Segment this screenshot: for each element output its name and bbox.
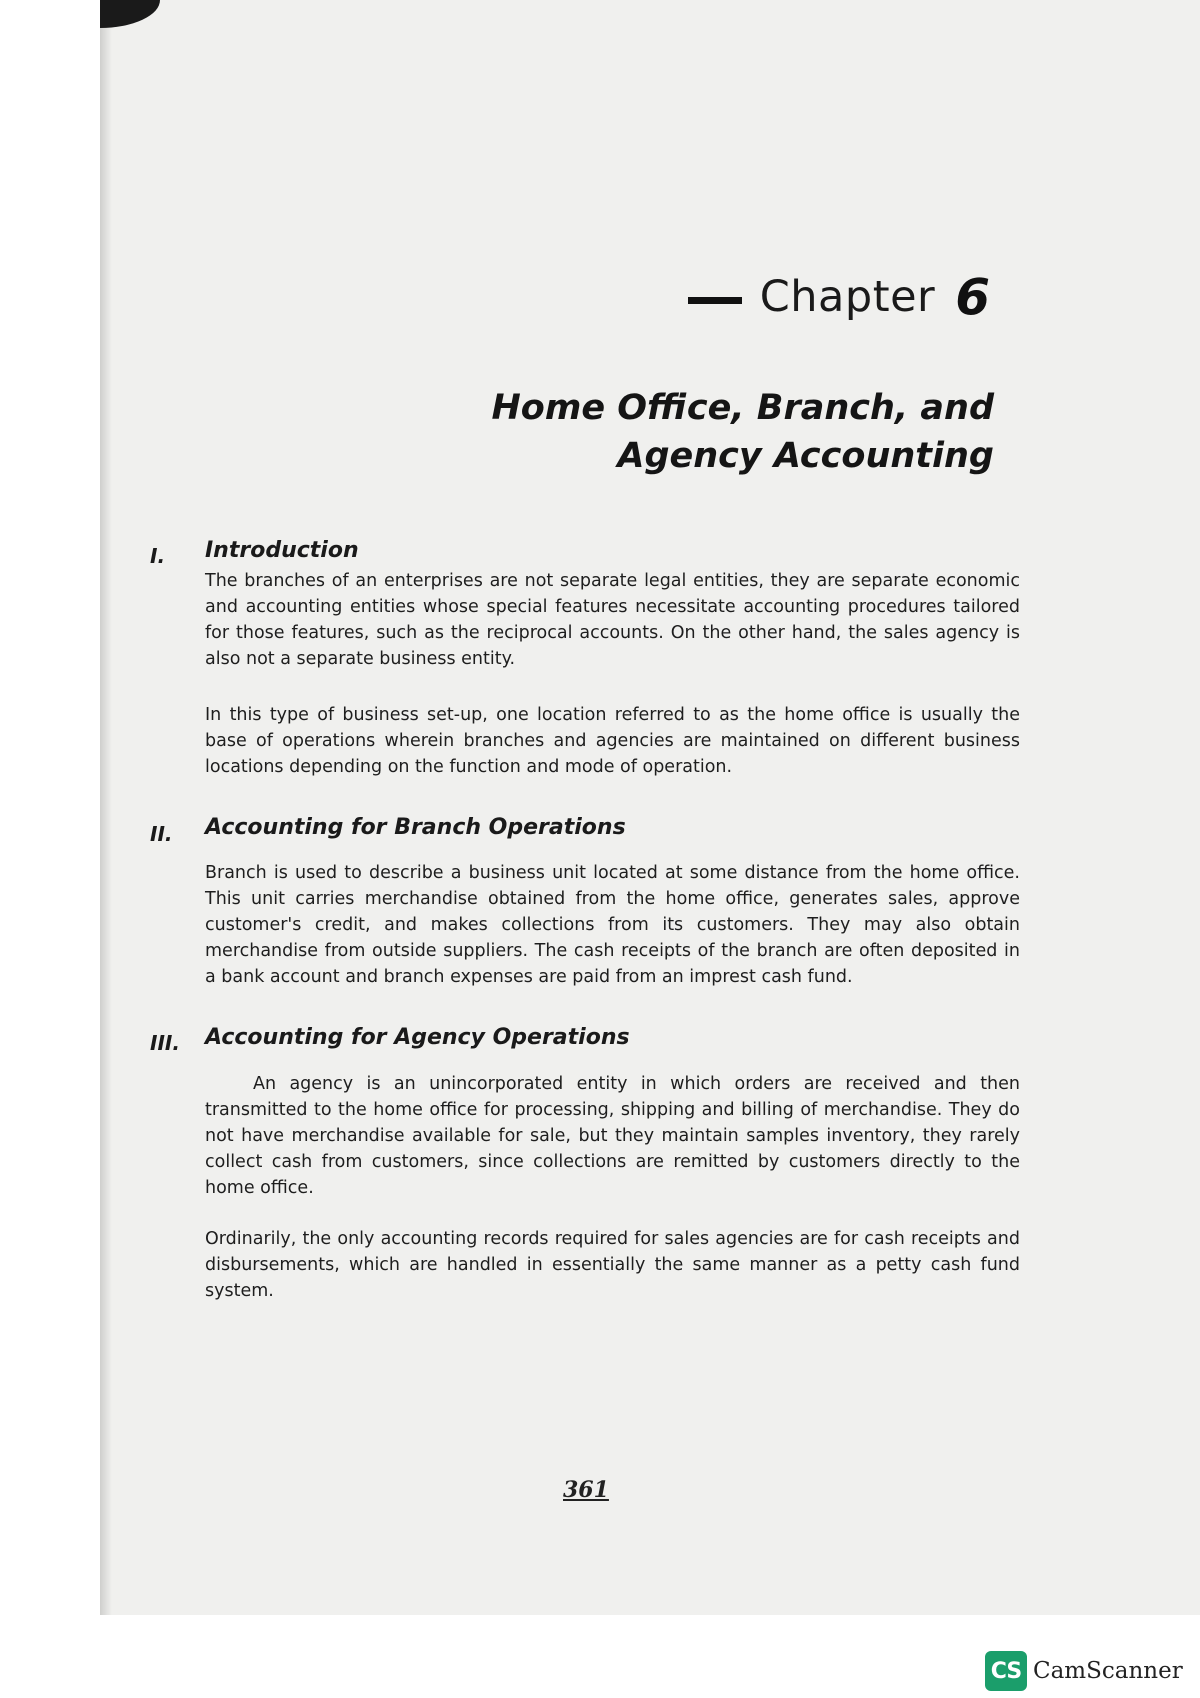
section-2-numeral: II. <box>150 822 173 846</box>
chapter-heading <box>688 268 990 326</box>
section-2-heading: Accounting for Branch Operations <box>205 815 626 840</box>
chapter-dash <box>688 297 742 304</box>
section-1-heading: Introduction <box>205 538 359 563</box>
chapter-number: 6 <box>955 268 990 326</box>
camscanner-watermark <box>985 1651 1183 1691</box>
chapter-title-line-2: Agency Accounting <box>617 436 994 476</box>
section-3-heading: Accounting for Agency Operations <box>205 1025 630 1050</box>
section-2-paragraph-1: Branch is used to describe a business unit located at some distance from the home office. This unit carries merchandise obtained from the home office, generates sales, approve customer's credit, and makes collections from its customers. They may also obtain merchandise from outside suppliers. The cash receipts of the branch are often deposited in a bank account and branch expenses are paid from an imprest cash fund. <box>205 863 1020 987</box>
section-1-paragraph-1: The branches of an enterprises are not separate legal entities, they are separate economic and accounting entities whose special features necessitate accounting procedures tailored for those features, such as the reciprocal accounts. On the other hand, the sales agency is also not a separate business entity. <box>205 571 1020 669</box>
section-1-numeral: I. <box>150 544 166 568</box>
page-edge-shadow <box>100 0 112 1615</box>
chapter-title-line-1: Home Office, Branch, and <box>491 388 994 428</box>
section-3-paragraph-1: An agency is an unincorporated entity in which orders are received and then transmitted to the home office for processing, shipping and billing of merchandise. They do not have merchandise available for sale, but they maintain samples inventory, they rarely collect cash from customers, since collections are remitted by customers directly to the home office. <box>205 1074 1020 1198</box>
scanned-page <box>100 0 1200 1615</box>
section-3-numeral: III. <box>150 1031 180 1055</box>
section-1-paragraph-2: In this type of business set-up, one location referred to as the home office is usually the base of operations wherein branches and agencies are maintained on different business locations depending on the function and mode of operation. <box>205 705 1020 777</box>
camscanner-logo-icon: CS <box>985 1651 1027 1691</box>
section-3-paragraph-2: Ordinarily, the only accounting records required for sales agencies are for cash receipts and disbursements, which are handled in essentially the same manner as a petty cash fund system. <box>205 1229 1020 1301</box>
chapter-title <box>394 384 994 480</box>
camscanner-label: CamScanner <box>1033 1658 1183 1684</box>
page-number: 361 <box>563 1477 609 1503</box>
chapter-label: Chapter <box>759 272 936 322</box>
